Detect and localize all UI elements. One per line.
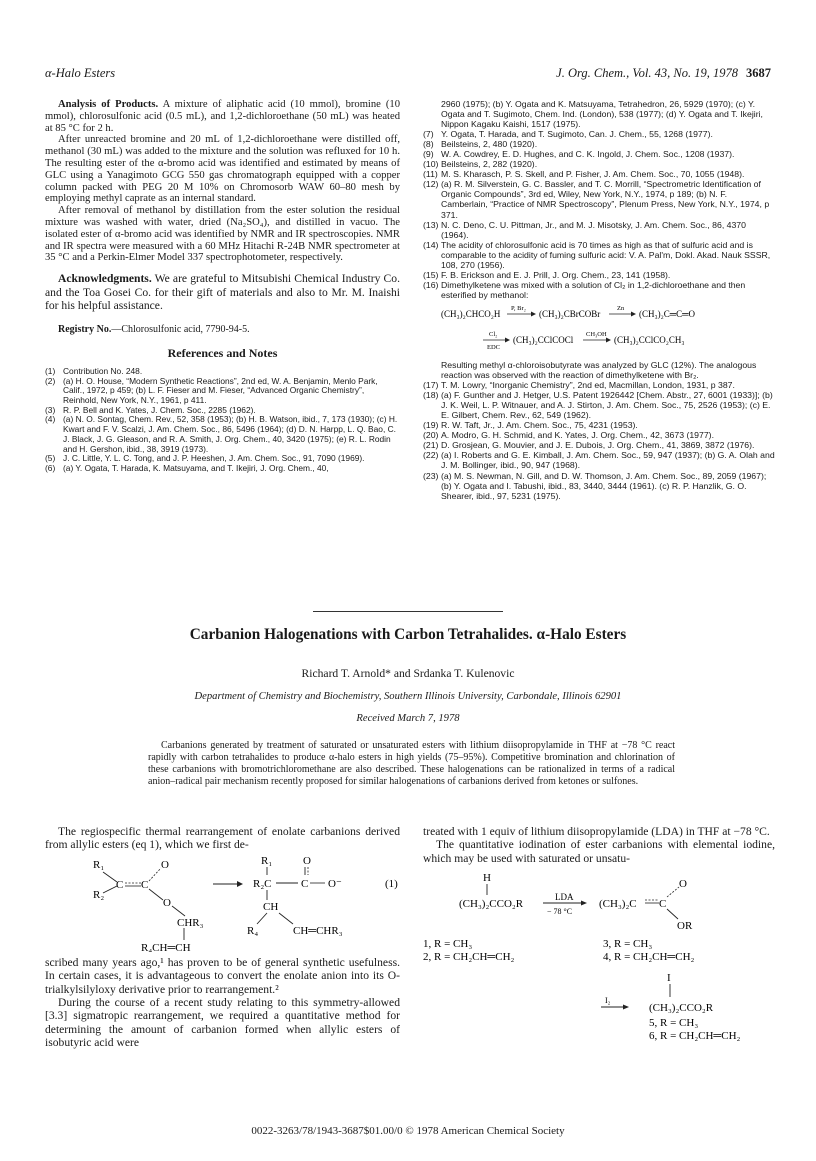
scheme2-h: H [483, 872, 491, 885]
eq1-r2: R₂ [93, 888, 105, 901]
abstract: Carbanions generated by treatment of saturated or unsaturated esters with lithium diisopropylamide in THF at −78 °C react rapidly with carbon tetrahalides to produce α-halo esters in high yields (75–95%). Competitive bromination and chlorination of these carbanions with bromotrichloromethane are also described. These halogenations can be rationalized in terms of a radical anion–radical pair mechanism recently proposed for similar halogenations of carbanions derived from ketones or sulfones. [148, 740, 675, 787]
received-date: Received March 7, 1978 [356, 713, 460, 724]
reagent-edc: EDC [487, 343, 500, 351]
right-column [423, 99, 775, 501]
reference-item: (6) (a) Y. Ogata, T. Harada, K. Matsuyama, and T. Ikejiri, J. Org. Chem., 40, [45, 463, 329, 473]
eq1-r1-product: R₁ [261, 854, 273, 867]
copyright-footer: 0022-3263/78/1943-3687$01.00/0 © 1978 American Chemical Society [251, 1125, 565, 1137]
reference-item: (21) D. Grosjean, G. Mouvier, and J. E. Dubois, J. Org. Chem., 41, 3869, 3872 (1976). [423, 440, 755, 451]
ref16-tail: Resulting methyl α-chloroisobutyrate was analyzed by GLC (12%). The analogous reaction was observed with the reaction of dimethylketene with Br₂. [441, 359, 757, 381]
reference-item: (7) Y. Ogata, T. Harada, and T. Sugimoto, Can. J. Chem., 55, 1268 (1977). [423, 129, 713, 140]
eq1-o-ester: O [163, 896, 171, 909]
eq1-number: (1) [385, 877, 398, 890]
reference-item: (23) (a) M. S. Newman, N. Gill, and D. W. Thomson, J. Am. Chem. Soc., 89, 2059 (1967); (b) Y. Ogata and I. Tabushi, ibid., 83, 3440, 3444 (1961). (c) R. P. Hanzlik, G. O. Shearer, ibid., 97, 5231 (1975). [423, 470, 767, 501]
reference-item: (1) Contribution No. 248. [45, 365, 143, 376]
body-right-column [423, 825, 775, 1047]
eq1-chr3: CHR₃ [177, 916, 204, 929]
ack-heading: Acknowledgments. [58, 272, 152, 286]
article-authors: Richard T. Arnold* and Srdanka T. Kulenovic [301, 667, 515, 680]
reference-item: (3) R. P. Bell and K. Yates, J. Chem. Soc., 2285 (1962). [45, 404, 256, 415]
scheme2-o: O [679, 878, 687, 891]
reference-item: (15) F. B. Erickson and E. J. Prill, J. Org. Chem., 23, 141 (1958). [423, 269, 671, 280]
reagent-p-br2: P, Br₂ [511, 304, 526, 312]
reagent-zn: Zn [617, 304, 625, 312]
reference-item: (19) R. W. Taft, Jr., J. Am. Chem. Soc., 75, 4231 (1953). [423, 420, 638, 431]
svg-text:C: C [116, 878, 124, 891]
article-title: Carbanion Halogenations with Carbon Tetrahalides. α-Halo Esters [189, 626, 627, 643]
reference-item: (10) Beilsteins, 2, 282 (1920). [423, 159, 538, 170]
scheme2-lda: LDA [555, 892, 574, 903]
eq1-ch: CH [263, 900, 279, 913]
scheme-isobutyric-acid: (CH₃)₂CHCO₂H [441, 308, 501, 319]
analysis-paragraph-1: Analysis of Products. A mixture of aliphatic acid (10 mmol), bromine (10 mmol), chlorosulfonic acid (0.5 mL), and 1,2-dichloroethane (50 mL) was heated at 85 °C for 2 h. [45, 99, 401, 134]
compound-2: 2, R = CH₂CH═CH₂ [423, 951, 515, 964]
article-separator [313, 611, 503, 612]
compound-3: 3, R = CH₃ [603, 938, 653, 951]
eq1-r2c: R₂C [253, 877, 272, 890]
analysis-heading: Analysis of Products. [58, 99, 159, 110]
scheme2-enolate: (CH₃)₂C [599, 898, 637, 911]
equation-1-structure [45, 854, 400, 952]
compound-4: 4, R = CH₂CH═CH₂ [603, 951, 695, 964]
scheme2-iodo-ester: (CH₃)₂CCO₂R [649, 1002, 714, 1015]
author-affiliation: Department of Chemistry and Biochemistry, Southern Illinois University, Carbondale, Illinois 62901 [194, 691, 622, 702]
reference-item: (22) (a) I. Roberts and G. E. Kimball, J. Am. Chem. Soc., 59, 947 (1937); (b) G. A. Olah and J. M. Bollinger, ibid., 90, 947 (1968). [423, 450, 775, 471]
body-paragraph-r1: treated with 1 equiv of lithium diisopropylamide (LDA) in THF at −78 °C. [423, 825, 770, 838]
scheme2-starting-ester: (CH₃)₂CCO₂R [459, 898, 524, 911]
eq1-c-carboxylate: C [301, 877, 309, 890]
compound-1: 1, R = CH₃ [423, 938, 473, 951]
journal-citation: J. Org. Chem., Vol. 43, No. 19, 1978 [556, 66, 738, 80]
analysis-paragraph-2: After unreacted bromine and 20 mL of 1,2-dichloroethane were distilled off, methanol (30 mL) was added to the mixture and the solution was refluxed for 10 h. The resulting ester of the α-bromo acid was identified and estimated by means of GLC using a Yanagimoto GCG 550 gas chromatograph equipped with a copper column packed with PEG 20 M 10% on Chromosorb WAW 60–80 mesh by employing methyl caprate as an internal standard. [45, 134, 400, 205]
arrowhead-1 [531, 311, 536, 316]
reference-item: (20) A. Modro, G. H. Schmid, and K. Yates, J. Org. Chem., 42, 3673 (1977). [423, 430, 714, 441]
reference-item: (13) N. C. Deno, C. U. Pittman, Jr., and M. J. Misotsky, J. Am. Chem. Soc., 86, 4370 (1964). [423, 219, 746, 240]
reference-item: (17) T. M. Lowry, “Inorganic Chemistry”, 2nd ed, Macmillan, London, 1931, p 387. [423, 380, 735, 391]
eq1-o-minus: O⁻ [328, 877, 342, 890]
scheme-acyl-bromide: (CH₃)₂CBrCOBr [539, 308, 601, 319]
running-header-left: α-Halo Esters [45, 66, 116, 80]
reference-item: (4) (a) N. O. Sontag, Chem. Rev., 52, 358 (1953); (b) H. B. Watson, ibid., 7, 173 (1930); (c) H. Kwart and F. V. Scalzi, J. Am. Chem. Soc., 86, 5496 (1964); (d) D. N. Harpp, L. Q. Bao, C. J. Black, J. G. Gleason, and R. A. Smith, J. Org. Chem., 40, 3420 (1975); (e) R. L. Rodin and H. Gershon, ibid., 38, 3919 (1973). [45, 414, 398, 454]
body-paragraph-1: The regiospecific thermal rearrangement of enolate carbanions derived from allylic esters (eq 1), which we first de- [45, 825, 400, 852]
ref16-reaction-scheme [423, 303, 775, 355]
scheme2-i2: I₂ [605, 996, 611, 1006]
arrowhead-4 [606, 337, 611, 342]
reference-item: (5) J. C. Little, Y. L. C. Tong, and J. P. Heeshen, J. Am. Chem. Soc., 91, 7090 (1969). [45, 453, 365, 464]
reference-item: (11) M. S. Kharasch, P. S. Skell, and P. Fisher, J. Am. Chem. Soc., 70, 1055 (1948). [423, 169, 745, 180]
running-header-right [556, 66, 771, 81]
scheme-methyl-ester: (CH₃)₂CClCO₂CH₃ [614, 334, 685, 345]
acknowledgments: Acknowledgments. We are grateful to Mitsubishi Chemical Industry Co. and the Toa Gosei Co. for their gift of materials and also to Mr. M. Inaishi for his helpful assistance. [45, 272, 400, 312]
scheme-dimethylketene: (CH₃)₂C═C═O [639, 308, 696, 319]
svg-text:C: C [141, 878, 149, 891]
eq1-chchr3: CH═CHR₃ [293, 924, 343, 937]
page-number: 3687 [746, 66, 771, 80]
eq1-r4-product: R₄ [247, 924, 259, 937]
scheme2-iodine-atom: I [667, 972, 671, 985]
reagent-cl2: Cl₂ [489, 330, 498, 338]
reference-item: (12) (a) R. M. Silverstein, G. C. Bassler, and T. C. Morrill, “Spectrometric Identification of Organic Compounds”, 3rd ed, Wiley, New York, N.Y., 1974, p 189; (b) N. F. Camberlain, “Practice of NMR Spectroscopy”, Plenum Press, New York, N.Y., 1974, p 371. [423, 179, 770, 220]
reference-continuation: 2960 (1975); (b) Y. Ogata and K. Matsuyama, Tetrahedron, 26, 5929 (1970); (c) Y. Ogata and T. Sugimoto, Chem. Ind. (London), 538 (1977); (d) Y. Ogata and T. Ikejiri, Nippon Kagaku Kaishi, 1517 (1975). [441, 99, 763, 130]
references-left [45, 367, 400, 474]
reference-item: (14) The acidity of chlorosulfonic acid is 70 times as high as that of sulfuric acid and is comparable to the acidity of fuming sulfuric acid: V. A. Pal'm, Dokl. Akad. Nauk SSSR, 108, 270 (1956). [423, 239, 771, 270]
body-paragraph-r2: The quantitative iodination of ester carbanions with elemental iodine, which may be used with saturated or unsatu- [423, 838, 775, 865]
eq1-r4chch: R₄CH═CH [141, 941, 191, 952]
reference-item: (2) (a) H. O. House, “Modern Synthetic Reactions”, 2nd ed, W. A. Benjamin, Menlo Park, Calif., 1972, p 459; (b) L. F. Fieser and M. Fieser, “Advanced Organic Chemistry”, Reinhold, New York, N.Y., 1961, p 411. [45, 375, 378, 406]
reference-item: (8) Beilsteins, 2, 480 (1920). [423, 139, 538, 150]
compound-6: 6, R = CH₂CH═CH₂ [649, 1030, 741, 1043]
scheme2-temperature: − 78 °C [547, 907, 573, 917]
scheme2-or: OR [677, 920, 693, 933]
iodination-scheme [423, 867, 775, 1047]
left-column [45, 99, 400, 474]
reference-item: (9) W. A. Cowdrey, E. D. Hughes, and C. K. Ingold, J. Chem. Soc., 1208 (1937). [423, 149, 735, 160]
body-left-column [45, 825, 400, 1050]
arrowhead-2 [631, 311, 636, 316]
body-paragraph-2: During the course of a recent study relating to this symmetry-allowed [3.3] sigmatropic rearrangement, we required a quantitative method for determining the amount of carbanion formed when allylic esters of isobutyric acid were [45, 996, 400, 1050]
compound-5: 5, R = CH₃ [649, 1017, 699, 1030]
reagent-methanol: CH₃OH [586, 330, 607, 338]
svg-text:C: C [659, 898, 667, 911]
references-heading: References and Notes [167, 346, 278, 361]
eq1-r1: R₁ [93, 858, 105, 871]
registry-numbers: Registry No.—Chlorosulfonic acid, 7790-94-5. [58, 324, 250, 336]
scheme-acyl-chloride: (CH₃)₂CClCOCl [513, 334, 574, 345]
arrowhead-3 [505, 337, 510, 342]
eq1-o-product: O [303, 854, 311, 867]
analysis-paragraph-3: After removal of methanol by distillation from the ester solution the residual mixture was washed with water, dried (Na₂SO₄), and distilled in vacuo. The isolated ester of α-bromo acid was identified by NMR and IR spectroscopies. NMR and IR spectra were measured with a 60 MHz Hitachi R-24B NMR spectrometer at 35 °C and a Perkin-Elmer Model 337 spectrophotometer, respectively. [45, 205, 400, 264]
eq1-o-carbonyl: O [161, 858, 169, 871]
reference-item: (16) Dimethylketene was mixed with a solution of Cl₂ in 1,2-dichloroethane and then esterified by methanol: [423, 279, 746, 300]
body-paragraph-1-cont: scribed many years ago,¹ has proven to be of general synthetic usefulness. In certain cases, it is advantageous to convert the enolate anion into its O-trialkylsilyloxy derivative prior to rearrangement.² [45, 955, 400, 996]
reference-item: (18) (a) F. Gunther and J. Hetger, U.S. Patent 1926442 [Chem. Abstr., 27, 6001 (1933)]; (b) J. K. Weil, L. P. Witnauer, and A. J. Stirton, J. Am. Chem. Soc., 75, 2526 (1953); (c) E. E. Gilbert, Chem. Rev., 62, 549 (1962). [423, 390, 773, 421]
